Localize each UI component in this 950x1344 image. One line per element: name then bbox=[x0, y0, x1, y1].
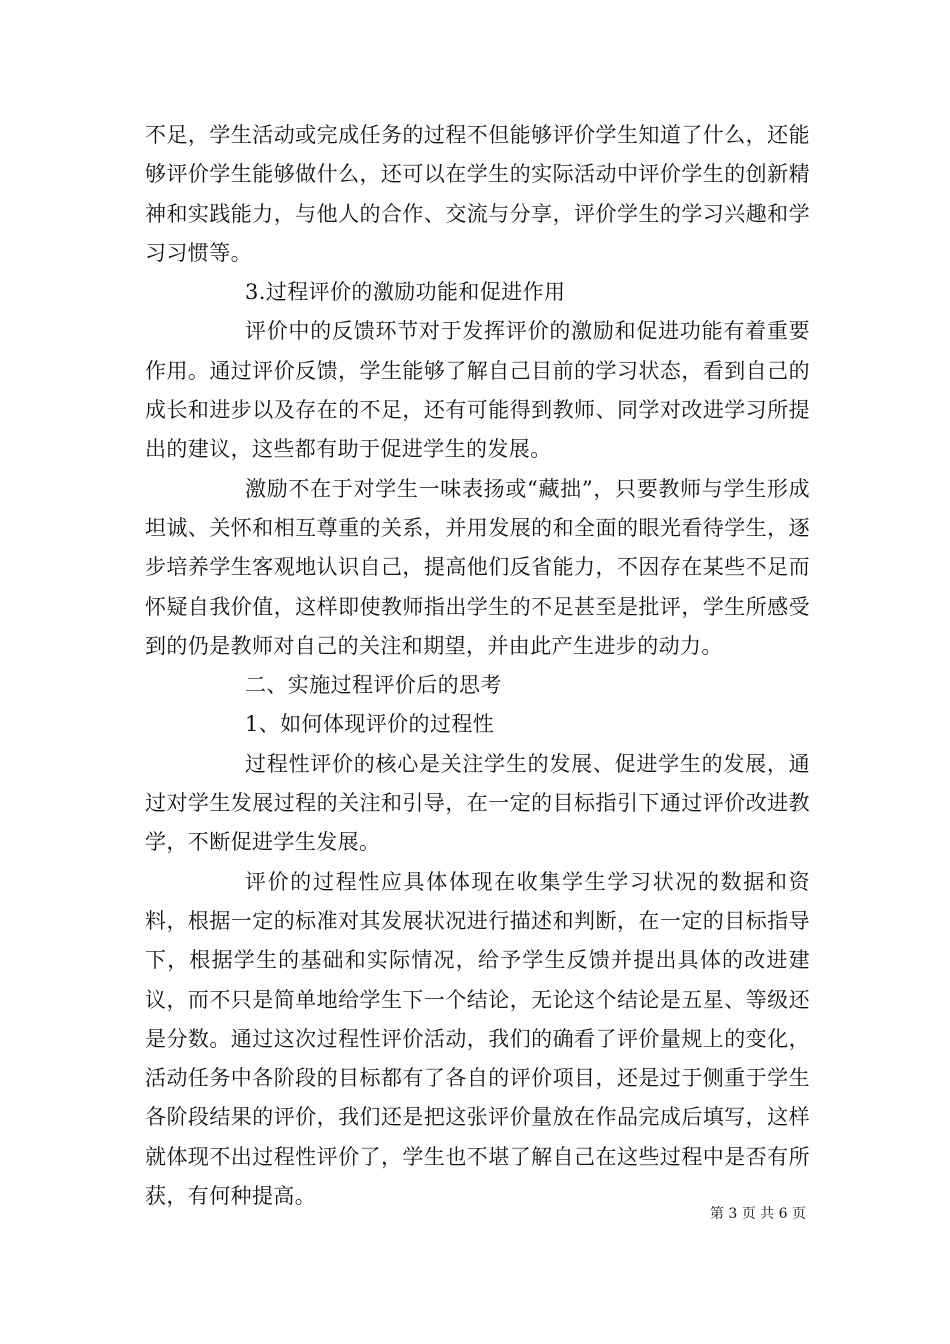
paragraph-feedback: 评价中的反馈环节对于发挥评价的激励和促进功能有着重要作用。通过评价反馈，学生能够了解自己目前的学习状态，看到自己的成长和进步以及存在的不足，还有可能得到教师、同学对改进学习所提出的建议，这些都有助于促进学生的发展。 bbox=[145, 319, 810, 462]
paragraph-continuation: 不足，学生活动或完成任务的过程不但能够评价学生知道了什么，还能够评价学生能够做什么，还可以在学生的实际活动中评价学生的创新精神和实践能力，与他人的合作、交流与分享，评价学生的学习兴趣和学习习惯等。 bbox=[145, 123, 810, 265]
paragraph-process: 评价的过程性应具体体现在收集学生学习状况的数据和资料，根据一定的标准对其发展状况进行描述和判断，在一定的目标指导下，根据学生的基础和实际情况，给予学生反馈并提出具体的改进建议，而不只是简单地给学生下一个结论，无论这个结论是五星、等级还是分数。通过这次过程性评价活动，我们的确看了评价量规上的变化，活动任务中各阶段的目标都有了各自的评价项目，还是过于侧重于学生各阶段结果的评价，我们还是把这张评价量放在作品完成后填写，这样就体现不出过程性评价了，学生也不堪了解自己在这些过程中是否有所获，有何种提高。 bbox=[145, 869, 810, 1209]
paragraph-core: 过程性评价的核心是关注学生的发展、促进学生的发展，通过对学生发展过程的关注和引导，在一定的目标指引下通过评价改进教学，不断促进学生发展。 bbox=[145, 751, 810, 855]
section-heading-3: 3.过程评价的激励功能和促进作用 bbox=[245, 280, 566, 305]
subsection-heading-1: 1、如何体现评价的过程性 bbox=[245, 712, 495, 737]
page-number: 第 3 页 共 6 页 bbox=[709, 1206, 806, 1222]
section-heading-2: 二、实施过程评价后的思考 bbox=[245, 673, 502, 698]
paragraph-motivation: 激励不在于对学生一味表扬或“藏拙”，只要教师与学生形成坦诚、关怀和相互尊重的关系，并用发展的和全面的眼光看待学生，逐步培养学生客观地认识自己，提高他们反省能力，不因存在某些不足而怀疑自我价值，这样即使教师指出学生的不足甚至是批评，学生所感受到的仍是教师对自己的关注和期望，并由此产生进步的动力。 bbox=[145, 476, 810, 658]
document-body bbox=[145, 116, 810, 1216]
